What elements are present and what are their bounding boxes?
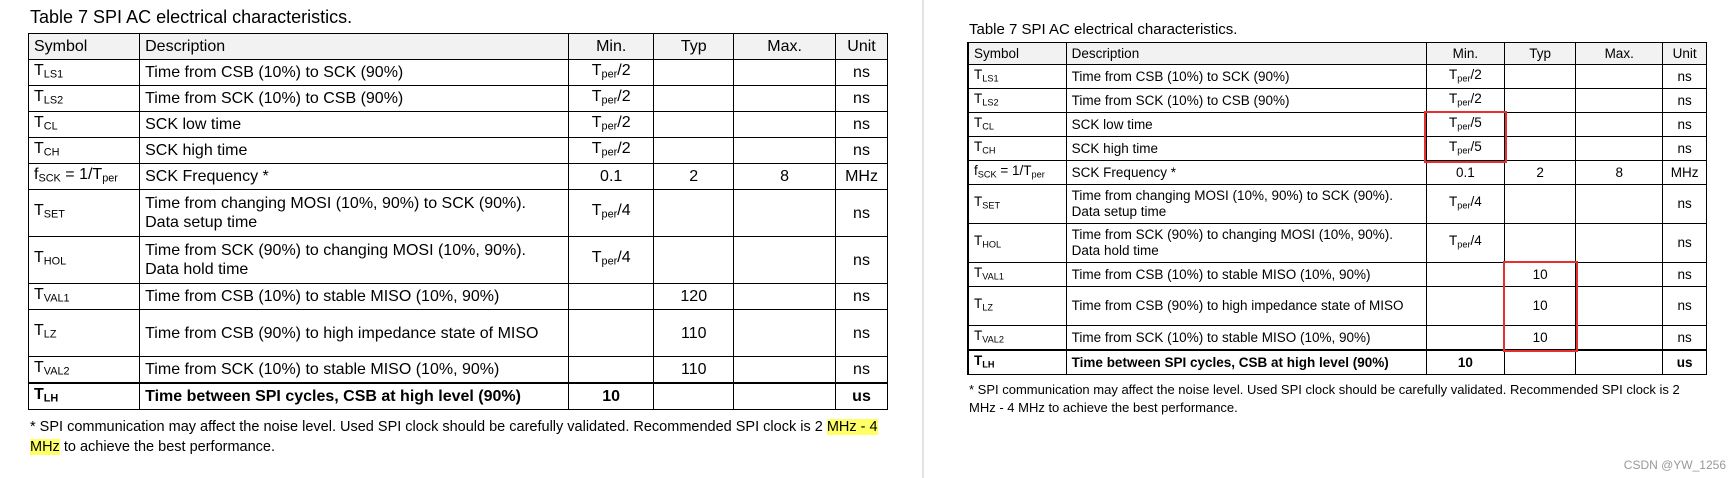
symbol-cell xyxy=(29,138,140,164)
symbol-subscript: LS1 xyxy=(982,73,999,84)
symbol-cell xyxy=(29,86,140,112)
symbol-cell xyxy=(29,357,140,384)
typ-cell xyxy=(1505,89,1576,113)
unit-cell: us xyxy=(836,383,888,410)
min-value: T xyxy=(591,249,602,267)
max-cell: 8 xyxy=(1576,161,1663,185)
left-panel xyxy=(28,6,888,457)
min-cell xyxy=(569,86,654,112)
description-cell: SCK high time xyxy=(1066,137,1426,161)
table-row xyxy=(29,310,888,357)
description-cell: Time from CSB (10%) to SCK (90%) xyxy=(140,60,569,86)
symbol-main: T xyxy=(34,139,44,157)
description-cell: Time from changing MOSI (10%, 90%) to SCK (90%). Data setup time xyxy=(140,190,569,237)
footnote xyxy=(969,381,1707,417)
min-value: 10 xyxy=(602,388,621,405)
symbol-subscript: VAL1 xyxy=(43,292,70,305)
symbol-cell xyxy=(968,326,1066,351)
unit-cell: ns xyxy=(1663,65,1707,89)
symbol-subscript: SCK xyxy=(38,172,61,185)
min-cell xyxy=(1426,350,1505,375)
table-row xyxy=(29,190,888,237)
footnote-highlight: MHz - 4 MHz xyxy=(30,419,878,455)
min-divisor: /5 xyxy=(1470,138,1482,154)
symbol-main: f xyxy=(34,165,39,183)
symbol-cell xyxy=(968,137,1066,161)
max-cell xyxy=(734,237,836,284)
min-cell xyxy=(569,138,654,164)
description-cell: Time from SCK (10%) to CSB (90%) xyxy=(140,86,569,112)
symbol-main: T xyxy=(974,352,983,368)
max-cell xyxy=(734,112,836,138)
min-cell xyxy=(569,383,654,410)
symbol-main: f xyxy=(974,162,978,178)
symbol-cell xyxy=(968,65,1066,89)
table-row xyxy=(29,237,888,284)
typ-cell xyxy=(654,190,734,237)
col-header-max: Max. xyxy=(734,34,836,60)
symbol-subscript: CL xyxy=(43,120,58,133)
min-cell xyxy=(1426,287,1505,326)
symbol-cell xyxy=(29,190,140,237)
symbol-subscript: SET xyxy=(43,208,65,221)
min-value: T xyxy=(591,113,602,131)
typ-cell: 120 xyxy=(654,284,734,310)
description-cell: Time between SPI cycles, CSB at high level (90%) xyxy=(140,383,569,410)
min-divisor: /2 xyxy=(1470,90,1482,106)
max-cell xyxy=(734,357,836,384)
description-cell: Time between SPI cycles, CSB at high level (90%) xyxy=(1066,350,1426,375)
min-value: T xyxy=(1449,90,1458,106)
table-row xyxy=(968,287,1707,326)
symbol-main: T xyxy=(974,114,983,130)
description-cell: SCK low time xyxy=(140,112,569,138)
min-divisor: /4 xyxy=(1470,194,1482,210)
footnote xyxy=(30,417,888,457)
min-divisor: /4 xyxy=(617,202,631,220)
typ-cell xyxy=(654,60,734,86)
table-row xyxy=(29,138,888,164)
unit-cell: MHz xyxy=(1663,161,1707,185)
watermark: CSDN @YW_1256 xyxy=(1623,458,1726,472)
symbol-cell xyxy=(29,60,140,86)
typ-cell: 2 xyxy=(654,164,734,190)
symbol-cell xyxy=(968,350,1066,375)
min-divisor: /4 xyxy=(1470,233,1482,249)
description-cell: Time from CSB (10%) to stable MISO (10%, 90%) xyxy=(140,284,569,310)
min-cell xyxy=(1426,185,1505,224)
typ-cell xyxy=(1505,137,1576,161)
symbol-cell xyxy=(29,237,140,284)
max-cell xyxy=(734,60,836,86)
symbol-subscript: CH xyxy=(43,146,60,159)
max-cell xyxy=(1576,326,1663,351)
description-cell: SCK Frequency * xyxy=(140,164,569,190)
symbol-main: T xyxy=(34,358,44,376)
red-annotation-box-min xyxy=(1424,111,1507,163)
unit-cell: ns xyxy=(836,310,888,357)
red-annotation-box-typ xyxy=(1503,261,1578,353)
description-cell: Time from changing MOSI (10%, 90%) to SCK (90%). Data setup time xyxy=(1066,185,1426,224)
footnote-text-end: to achieve the best performance. xyxy=(59,439,276,455)
table-row xyxy=(968,326,1707,351)
min-cell xyxy=(1426,161,1505,185)
min-subscript: per xyxy=(601,146,618,159)
typ-cell xyxy=(1505,224,1576,263)
min-subscript: per xyxy=(1457,145,1471,156)
min-value: T xyxy=(591,61,602,79)
max-cell xyxy=(734,383,836,410)
min-value: 0.1 xyxy=(1456,164,1475,180)
right-panel xyxy=(967,20,1707,417)
min-divisor: /2 xyxy=(617,139,631,157)
table-row xyxy=(968,137,1707,161)
symbol-subscript: LS2 xyxy=(982,97,999,108)
typ-cell xyxy=(1505,113,1576,137)
min-subscript: per xyxy=(1457,239,1471,250)
typ-cell xyxy=(1505,350,1576,375)
table-row xyxy=(968,161,1707,185)
unit-cell: ns xyxy=(836,237,888,284)
symbol-cell xyxy=(968,185,1066,224)
spi-ac-table-annotated xyxy=(967,42,1707,375)
unit-cell: MHz xyxy=(836,164,888,190)
col-header-symbol: Symbol xyxy=(968,43,1066,65)
symbol-main: T xyxy=(34,113,44,131)
symbol-subscript: HOL xyxy=(43,255,67,268)
symbol-cell xyxy=(29,112,140,138)
symbol-subscript: VAL1 xyxy=(982,271,1005,282)
min-divisor: /5 xyxy=(1470,114,1482,130)
max-cell xyxy=(1576,350,1663,375)
unit-cell: ns xyxy=(836,112,888,138)
symbol-main: T xyxy=(34,322,44,340)
typ-cell xyxy=(654,237,734,284)
unit-cell: ns xyxy=(1663,326,1707,351)
min-divisor: /2 xyxy=(617,61,631,79)
min-cell xyxy=(569,284,654,310)
typ-cell xyxy=(1505,65,1576,89)
table-row xyxy=(29,164,888,190)
table-row xyxy=(968,224,1707,263)
col-header-min: Min. xyxy=(569,34,654,60)
table-row xyxy=(29,112,888,138)
unit-cell: ns xyxy=(836,86,888,112)
description-cell: Time from SCK (10%) to stable MISO (10%, 90%) xyxy=(1066,326,1426,351)
min-cell xyxy=(569,60,654,86)
symbol-main: T xyxy=(34,202,44,220)
symbol-main: T xyxy=(974,233,983,249)
min-subscript: per xyxy=(601,255,618,268)
symbol-cell xyxy=(29,284,140,310)
unit-cell: ns xyxy=(1663,224,1707,263)
min-cell xyxy=(569,190,654,237)
table-title: Table 7 SPI AC electrical characteristics. xyxy=(30,7,353,27)
min-divisor: /2 xyxy=(617,87,631,105)
min-value: 0.1 xyxy=(600,168,623,185)
symbol-cell xyxy=(29,164,140,190)
typ-cell xyxy=(1505,185,1576,224)
typ-cell: 2 xyxy=(1505,161,1576,185)
min-cell xyxy=(1426,326,1505,351)
symbol-main: T xyxy=(974,194,983,210)
table-row xyxy=(29,86,888,112)
min-cell xyxy=(569,237,654,284)
unit-cell: ns xyxy=(1663,185,1707,224)
symbol-main: T xyxy=(974,327,983,343)
symbol-suffix-subscript: per xyxy=(1031,169,1045,180)
description-cell: Time from CSB (10%) to stable MISO (10%, 90%) xyxy=(1066,263,1426,287)
description-cell: Time from CSB (90%) to high impedance state of MISO xyxy=(140,310,569,357)
symbol-subscript: CL xyxy=(982,121,994,132)
max-cell xyxy=(1576,263,1663,287)
typ-cell xyxy=(654,86,734,112)
symbol-main: T xyxy=(34,385,44,403)
min-divisor: /2 xyxy=(1470,66,1482,82)
col-header-min: Min. xyxy=(1426,43,1505,65)
max-cell xyxy=(1576,137,1663,161)
col-header-typ: Typ xyxy=(654,34,734,60)
symbol-subscript: SET xyxy=(982,200,1001,211)
unit-cell: ns xyxy=(836,357,888,384)
table-row xyxy=(29,60,888,86)
symbol-subscript: HOL xyxy=(982,239,1002,250)
symbol-cell xyxy=(968,263,1066,287)
max-cell xyxy=(1576,65,1663,89)
max-cell xyxy=(734,86,836,112)
max-cell xyxy=(1576,113,1663,137)
symbol-subscript: LZ xyxy=(982,302,993,313)
max-cell: 8 xyxy=(734,164,836,190)
symbol-subscript: LH xyxy=(43,392,59,405)
symbol-subscript: LH xyxy=(982,359,995,370)
unit-cell: ns xyxy=(1663,287,1707,326)
min-divisor: /4 xyxy=(617,249,631,267)
min-value: T xyxy=(1449,66,1458,82)
col-header-description: Description xyxy=(140,34,569,60)
description-cell: Time from SCK (10%) to stable MISO (10%, 90%) xyxy=(140,357,569,384)
symbol-main: T xyxy=(34,61,44,79)
max-cell xyxy=(1576,287,1663,326)
symbol-main: T xyxy=(974,90,983,106)
symbol-cell xyxy=(968,224,1066,263)
col-header-description: Description xyxy=(1066,43,1426,65)
symbol-subscript: LS1 xyxy=(43,68,64,81)
table-header-row xyxy=(29,34,888,60)
min-subscript: per xyxy=(601,68,618,81)
unit-cell: ns xyxy=(1663,113,1707,137)
min-cell xyxy=(1426,65,1505,89)
symbol-main: T xyxy=(34,87,44,105)
min-cell xyxy=(569,164,654,190)
min-cell xyxy=(569,310,654,357)
min-subscript: per xyxy=(1457,73,1471,84)
max-cell xyxy=(1576,89,1663,113)
symbol-cell xyxy=(968,287,1066,326)
col-header-max: Max. xyxy=(1576,43,1663,65)
typ-cell xyxy=(654,138,734,164)
min-cell xyxy=(1426,224,1505,263)
min-value: T xyxy=(591,202,602,220)
panel-divider xyxy=(922,0,924,478)
symbol-suffix: = 1/T xyxy=(996,162,1032,178)
description-cell: Time from SCK (90%) to changing MOSI (10%, 90%). Data hold time xyxy=(1066,224,1426,263)
min-divisor: /2 xyxy=(617,113,631,131)
typ-cell xyxy=(654,383,734,410)
min-cell xyxy=(569,357,654,384)
description-cell: SCK low time xyxy=(1066,113,1426,137)
col-header-unit: Unit xyxy=(836,34,888,60)
typ-cell: 110 xyxy=(654,310,734,357)
table-row xyxy=(968,89,1707,113)
symbol-cell xyxy=(968,113,1066,137)
symbol-subscript: SCK xyxy=(977,169,997,180)
min-value: T xyxy=(591,139,602,157)
symbol-main: T xyxy=(34,285,44,303)
min-value: T xyxy=(1449,194,1458,210)
symbol-main: T xyxy=(974,138,983,154)
typ-cell: 10 xyxy=(1505,326,1576,351)
min-value: T xyxy=(1449,138,1458,154)
symbol-subscript: LZ xyxy=(43,328,57,341)
col-header-symbol: Symbol xyxy=(29,34,140,60)
symbol-subscript: LS2 xyxy=(43,94,64,107)
max-cell xyxy=(1576,185,1663,224)
unit-cell: ns xyxy=(1663,137,1707,161)
min-cell xyxy=(1426,263,1505,287)
unit-cell: ns xyxy=(836,190,888,237)
min-subscript: per xyxy=(1457,97,1471,108)
table-title: Table 7 SPI AC electrical characteristics. xyxy=(969,21,1238,38)
col-header-unit: Unit xyxy=(1663,43,1707,65)
table-row xyxy=(968,113,1707,137)
description-cell: Time from CSB (10%) to SCK (90%) xyxy=(1066,65,1426,89)
symbol-cell xyxy=(29,310,140,357)
table-row xyxy=(29,284,888,310)
symbol-suffix-subscript: per xyxy=(102,172,118,185)
max-cell xyxy=(734,138,836,164)
symbol-main: T xyxy=(34,249,44,267)
symbol-main: T xyxy=(974,264,983,280)
typ-cell xyxy=(654,112,734,138)
symbol-main: T xyxy=(974,66,983,82)
min-value: 10 xyxy=(1457,354,1473,370)
symbol-suffix: = 1/T xyxy=(60,165,103,183)
max-cell xyxy=(734,284,836,310)
symbol-subscript: VAL2 xyxy=(982,334,1005,345)
min-cell xyxy=(1426,89,1505,113)
unit-cell: ns xyxy=(836,284,888,310)
symbol-cell xyxy=(968,161,1066,185)
table-row xyxy=(968,263,1707,287)
description-cell: Time from SCK (90%) to changing MOSI (10%, 90%). Data hold time xyxy=(140,237,569,284)
min-subscript: per xyxy=(1457,121,1471,132)
min-value: T xyxy=(591,87,602,105)
symbol-subscript: CH xyxy=(982,145,996,156)
unit-cell: us xyxy=(1663,350,1707,375)
unit-cell: ns xyxy=(836,60,888,86)
max-cell xyxy=(1576,224,1663,263)
unit-cell: ns xyxy=(1663,89,1707,113)
footnote-text: * SPI communication may affect the noise level. Used SPI clock should be carefully validated. Recommended SPI clock is 2 xyxy=(30,419,827,435)
col-header-typ: Typ xyxy=(1505,43,1576,65)
min-subscript: per xyxy=(601,94,618,107)
min-subscript: per xyxy=(601,120,618,133)
table-row xyxy=(968,65,1707,89)
symbol-cell xyxy=(968,89,1066,113)
symbol-subscript: VAL2 xyxy=(43,365,70,378)
typ-cell: 110 xyxy=(654,357,734,384)
description-cell: SCK high time xyxy=(140,138,569,164)
description-cell: Time from CSB (90%) to high impedance state of MISO xyxy=(1066,287,1426,326)
symbol-cell xyxy=(29,383,140,410)
max-cell xyxy=(734,310,836,357)
table-row xyxy=(968,350,1707,375)
typ-cell: 10 xyxy=(1505,263,1576,287)
min-subscript: per xyxy=(601,208,618,221)
table-row xyxy=(29,383,888,410)
min-subscript: per xyxy=(1457,200,1471,211)
description-cell: Time from SCK (10%) to CSB (90%) xyxy=(1066,89,1426,113)
min-value: T xyxy=(1449,233,1458,249)
table-row xyxy=(968,185,1707,224)
max-cell xyxy=(734,190,836,237)
description-cell: SCK Frequency * xyxy=(1066,161,1426,185)
symbol-main: T xyxy=(974,296,983,312)
spi-ac-table xyxy=(28,33,888,410)
table-header-row xyxy=(968,43,1707,65)
min-value: T xyxy=(1449,114,1458,130)
table-row xyxy=(29,357,888,384)
typ-cell: 10 xyxy=(1505,287,1576,326)
unit-cell: ns xyxy=(1663,263,1707,287)
footnote-text: * SPI communication may affect the noise level. Used SPI clock should be carefully validated. Recommended SPI clock is 2 MHz - 4 MHz to achieve the best performance. xyxy=(969,382,1680,415)
unit-cell: ns xyxy=(836,138,888,164)
min-cell xyxy=(569,112,654,138)
